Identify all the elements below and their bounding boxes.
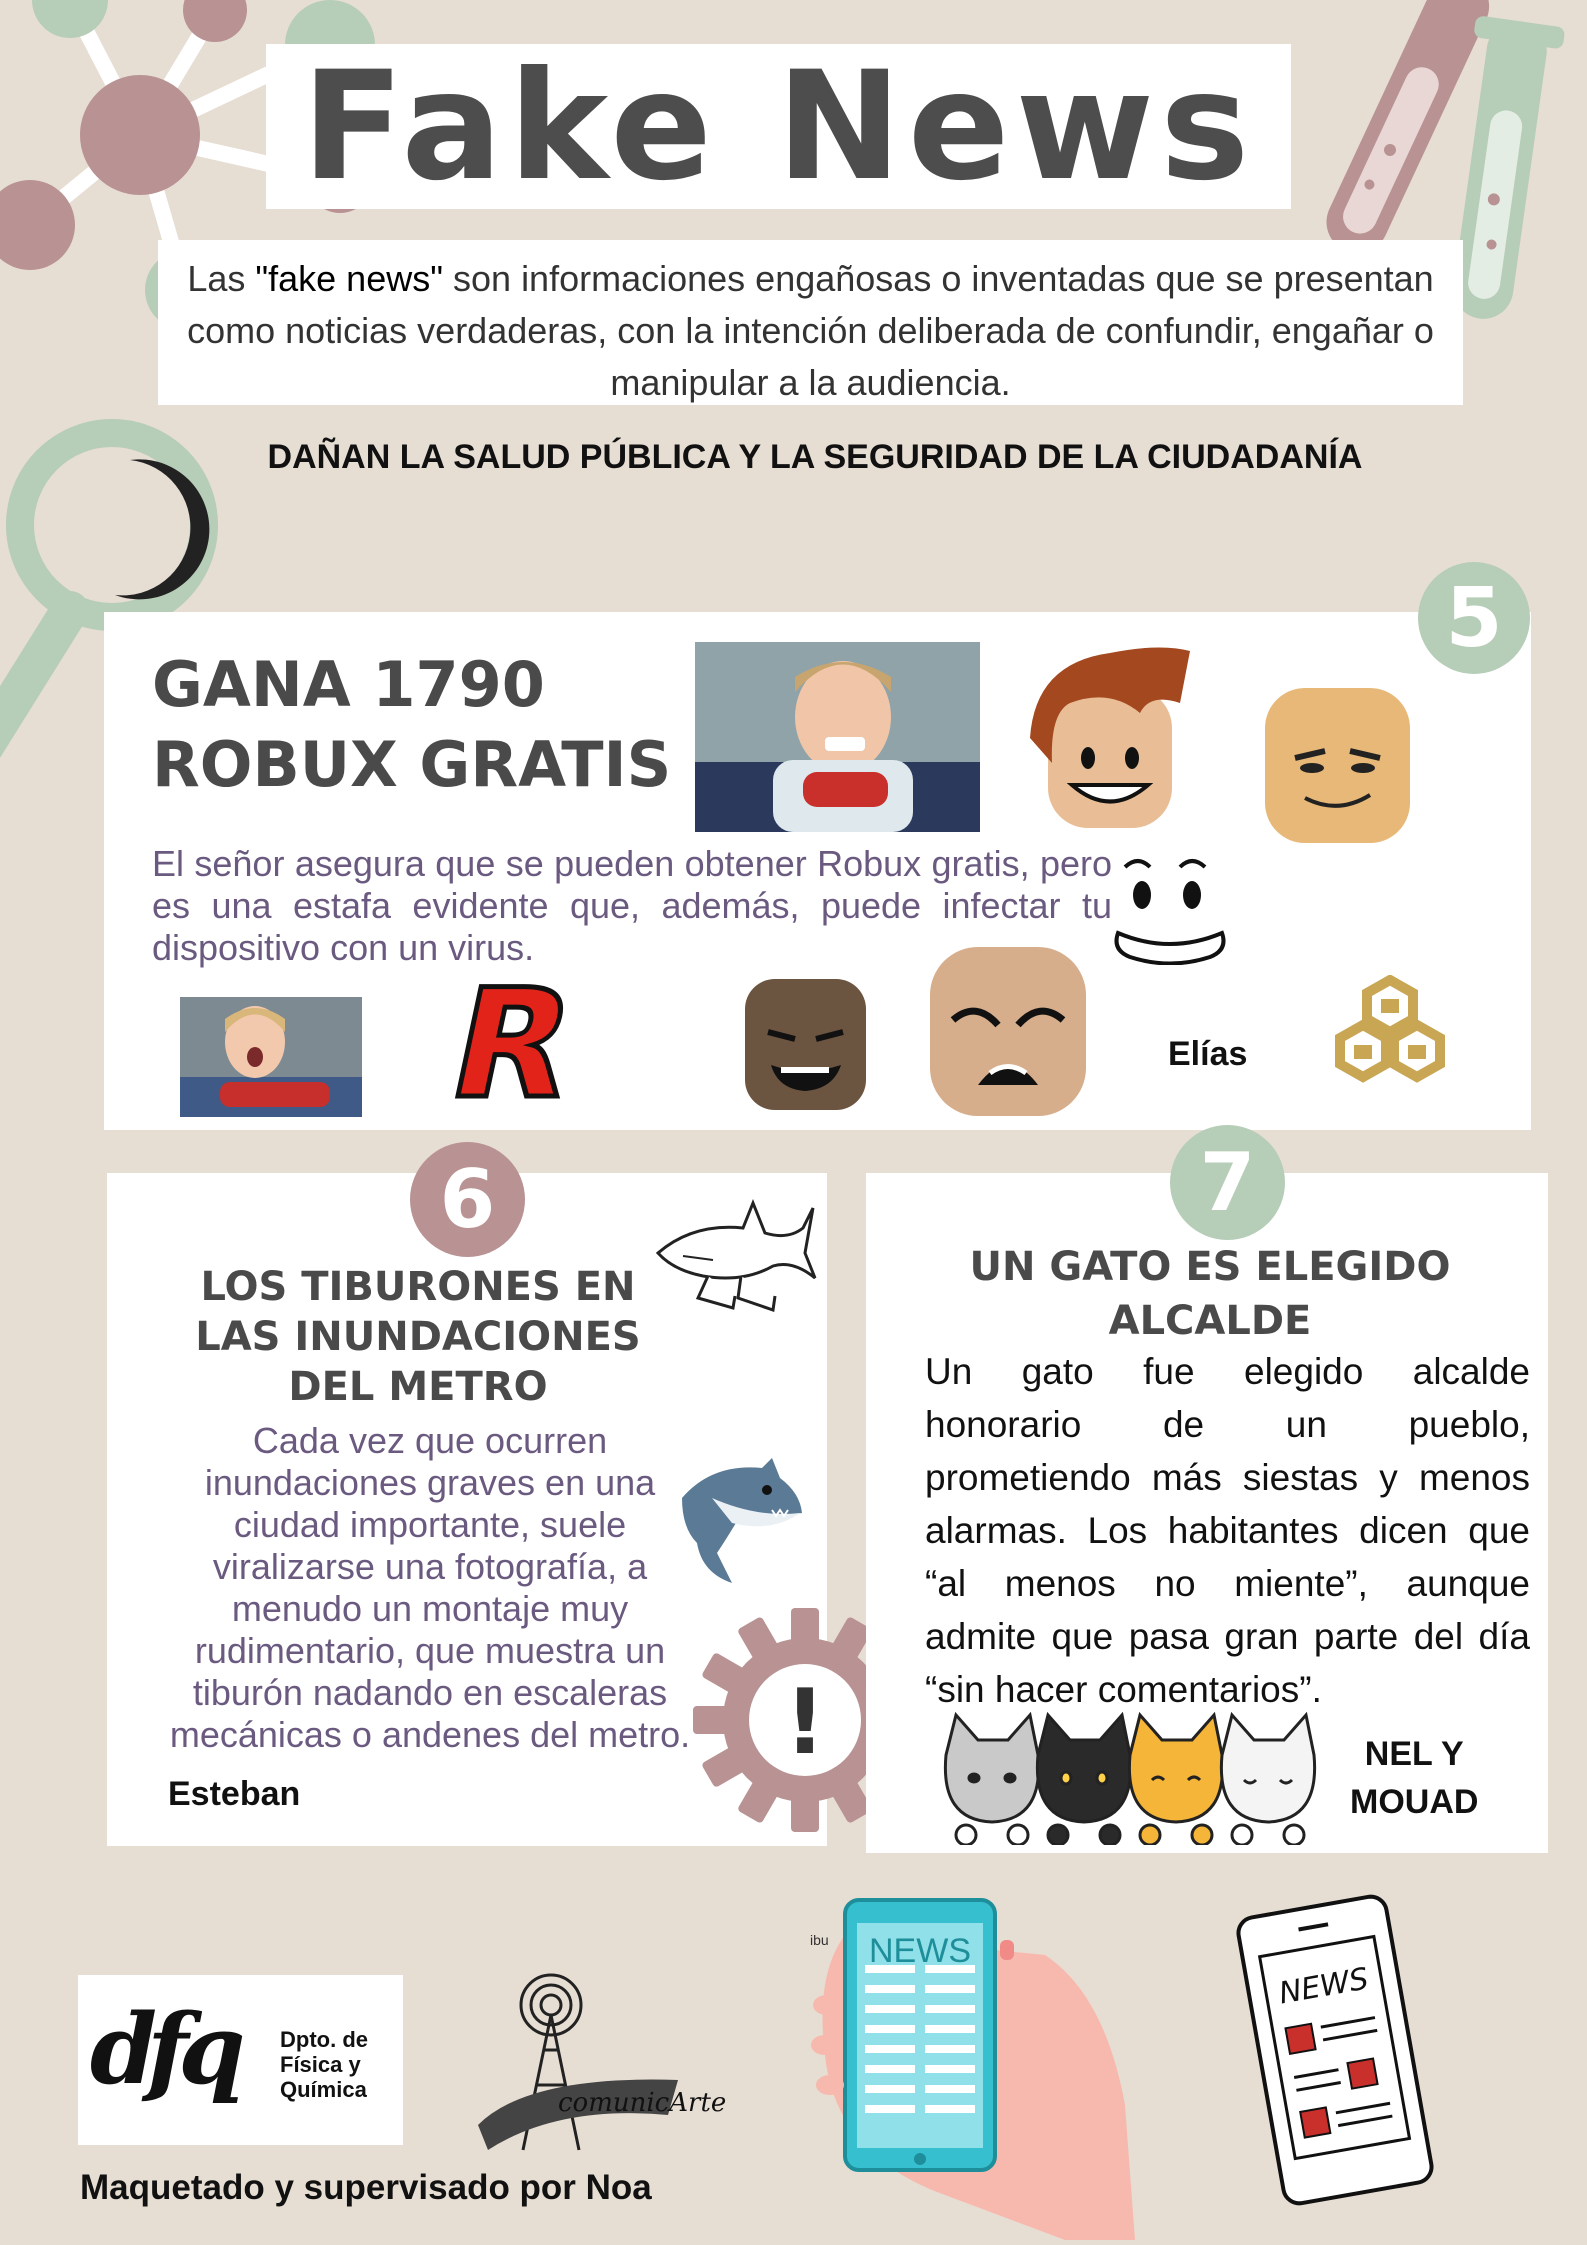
robux-icon	[1325, 975, 1455, 1085]
subheading: DAÑAN LA SALUD PÚBLICA Y LA SEGURIDAD DE LA CIUDADANÍA	[267, 438, 1363, 476]
phone-news-label: NEWS	[869, 1932, 971, 1970]
comunicarte-antenna-logo	[468, 1965, 683, 2155]
card-5-body: El señor asegura que se pueden obtener Robux gratis, pero es una estafa evidente que, además, puede infectar tu dispositivo con un virus.	[152, 843, 1112, 968]
intro-bold-term: "fake news"	[255, 258, 444, 299]
intro-box	[158, 240, 1463, 405]
roblox-classic-smile-icon	[1110, 855, 1230, 965]
tablet-news-label: NEWS	[1276, 1961, 1372, 2012]
roblox-smile-boy-face	[1030, 643, 1190, 843]
badge-6: 6	[410, 1142, 525, 1257]
roblox-logo-letter: R	[436, 958, 590, 1132]
phone-in-hand-icon	[805, 1895, 1135, 2240]
card-7-author: NEL Y MOUAD	[1350, 1735, 1479, 1821]
roblox-angry-face	[928, 945, 1088, 1118]
excited-gamer-photo	[180, 997, 362, 1117]
roblox-smirk-face	[1260, 683, 1415, 848]
dept-logo-box	[78, 1975, 403, 2145]
card-6-body: Cada vez que ocurren inundaciones graves en una ciudad importante, suele viralizarse una fotografía, a menudo un montaje muy rudimentario, que muestra un tiburón nadando en escaleras mecánicas o andenes del metro.	[169, 1420, 691, 1755]
card-7-headline: UN GATO ES ELEGIDO ALCALDE	[969, 1244, 1451, 1344]
roblox-logo	[436, 958, 595, 1132]
card-6-author: Esteban	[168, 1775, 301, 1813]
card-6-headline: LOS TIBURONES EN LAS INUNDACIONES DEL METRO	[195, 1264, 641, 1410]
badge-5: 5	[1418, 562, 1530, 674]
title-banner	[266, 39, 1291, 214]
dfq-logo-mark: dfq	[90, 1993, 236, 2106]
credit-line: Maquetado y supervisado por Noa	[80, 2168, 652, 2207]
cats-row-icon	[938, 1710, 1338, 1845]
shark-sneakers-sketch-icon	[653, 1198, 818, 1323]
gamer-boy-photo	[695, 642, 980, 832]
intro-text: Las "fake news" son informaciones engañosas o inventadas que se presentan como noticias verdaderas, con la intención deliberada de confundir, engañar o manipular a la audiencia.	[187, 258, 1434, 403]
page-title: Fake News	[301, 39, 1256, 214]
dept-name: Dpto. de Física y Química	[280, 2027, 368, 2102]
phone-small-label: ibu	[810, 1932, 829, 1948]
roblox-dark-face	[743, 977, 868, 1112]
news-tablet-icon	[1235, 1890, 1435, 2210]
badge-7: 7	[1170, 1125, 1285, 1240]
card-5-author: Elías	[1168, 1035, 1248, 1073]
card-7-body: Un gato fue elegido alcalde honorario de un pueblo, prometiendo más siestas y menos alarmas. Los habitantes dicen que “al menos no miente”, aunque admite que pasa gran parte del día “sin hacer comentarios”.	[925, 1351, 1530, 1710]
alert-glyph: !	[784, 1670, 826, 1775]
comunicarte-label: comunicArte	[558, 2088, 727, 2118]
card-5-headline: GANA 1790 ROBUX GRATIS	[152, 648, 672, 801]
